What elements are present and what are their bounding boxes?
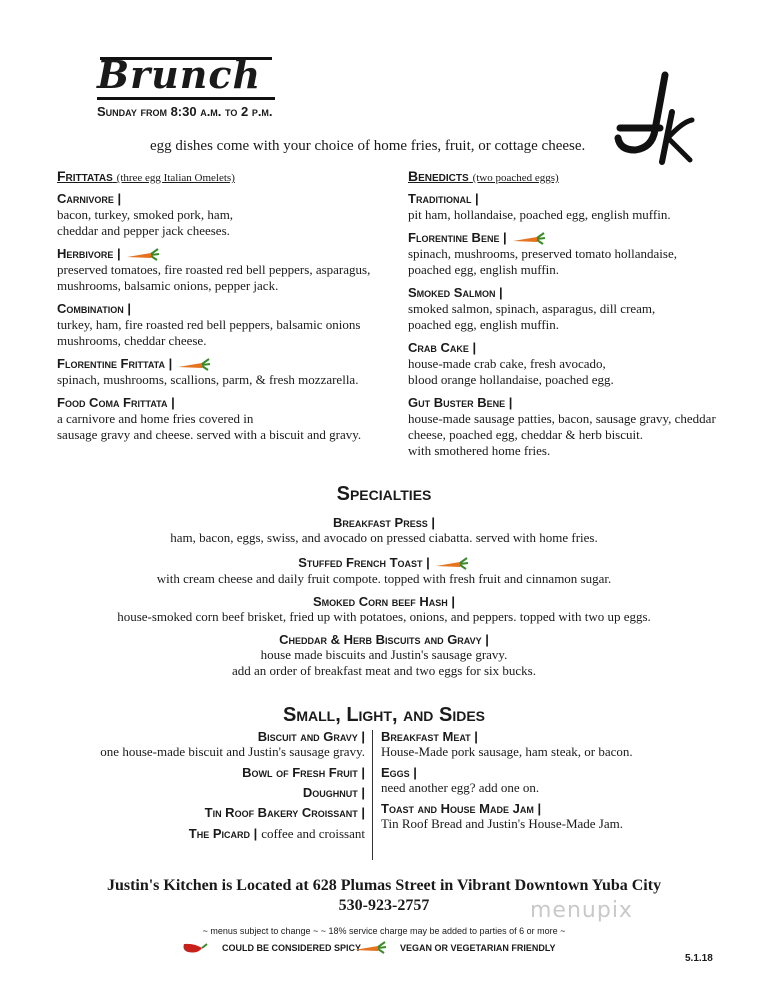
side-item-doughnut	[60, 785, 365, 800]
specialty-stuffed-french-toast	[0, 555, 768, 587]
item-name: Smoked Salmon |	[408, 285, 503, 300]
item-name	[57, 355, 387, 372]
legend-veg	[352, 938, 556, 958]
menu-item-smoked-salmon	[408, 284, 758, 333]
menu-item-herbivore	[57, 245, 387, 294]
item-name-text: Florentine Bene |	[408, 230, 507, 245]
item-desc: a carnivore and home fries covered in	[57, 411, 254, 426]
item-desc: poached egg, english muffin.	[408, 262, 560, 277]
item-name: Bowl of Fresh Fruit |	[242, 765, 365, 780]
legend-spicy-text: COULD BE CONSIDERED SPICY	[222, 943, 362, 953]
item-name: Cheddar & Herb Biscuits and Gravy |	[279, 632, 489, 647]
item-desc: spinach, mushrooms, scallions, parm, & fresh mozzarella.	[57, 372, 359, 387]
menu-item-combination	[57, 300, 387, 349]
title-underline	[97, 97, 275, 100]
item-desc: mushrooms, balsamic onions, pepper jack.	[57, 278, 279, 293]
side-item-fresh-fruit	[60, 765, 365, 780]
item-name: Carnivore |	[57, 191, 122, 206]
item-desc: preserved tomatoes, fire roasted red bell peppers, asparagus,	[57, 262, 371, 277]
item-name: Smoked Corn beef Hash |	[312, 594, 456, 609]
chili-pepper-icon	[180, 940, 210, 956]
side-item-biscuit-gravy	[60, 729, 365, 760]
item-desc: smoked salmon, spinach, asparagus, dill cream,	[408, 301, 656, 316]
item-desc: one house-made biscuit and Justin's sausage gravy.	[100, 744, 365, 759]
item-desc: Tin Roof Bread and Justin's House-Made Jam.	[381, 816, 623, 831]
item-desc: add an order of breakfast meat and two eggs for six bucks.	[232, 663, 536, 678]
item-desc: ham, bacon, eggs, swiss, and avocado on pressed ciabatta. served with home fries.	[170, 530, 598, 545]
menu-item-carnivore	[57, 190, 387, 239]
frittatas-heading-text: Frittatas	[57, 168, 113, 184]
item-desc: pit ham, hollandaise, poached egg, english muffin.	[408, 207, 671, 222]
sides-divider	[372, 730, 373, 860]
item-name: Gut Buster Bene |	[408, 395, 513, 410]
menu-item-food-coma	[57, 394, 387, 443]
carrot-icon	[511, 232, 547, 246]
item-desc: sausage gravy and cheese. served with a biscuit and gravy.	[57, 427, 362, 442]
item-desc: poached egg, english muffin.	[408, 317, 560, 332]
side-item-toast-jam	[381, 801, 721, 832]
item-desc: spinach, mushrooms, preserved tomato hollandaise,	[408, 246, 677, 261]
item-name: The Picard |	[188, 826, 258, 841]
specialties-heading: Specialties	[336, 483, 432, 505]
legend-spicy	[180, 938, 361, 958]
item-name: Food Coma Frittata |	[57, 395, 175, 410]
menu-item-gut-buster	[408, 394, 758, 459]
item-name: Eggs |	[381, 765, 417, 780]
item-desc: mushrooms, cheddar cheese.	[57, 333, 207, 348]
item-name: Combination |	[57, 301, 131, 316]
carrot-icon	[434, 557, 470, 571]
item-name: Crab Cake |	[408, 340, 477, 355]
item-name: Breakfast Press |	[333, 515, 435, 530]
item-desc: house made biscuits and Justin's sausage gravy.	[260, 647, 508, 662]
item-name: Breakfast Meat |	[381, 729, 478, 744]
phone-number: 530-923-2757	[338, 897, 430, 914]
benedicts-note: (two poached eggs)	[472, 172, 559, 184]
jk-logo-icon	[610, 70, 700, 170]
menu-title: Brunch	[97, 52, 262, 97]
carrot-icon	[125, 248, 161, 262]
item-desc: need another egg? add one on.	[381, 780, 540, 795]
item-desc: bacon, turkey, smoked pork, ham,	[57, 207, 234, 222]
item-desc: blood orange hollandaise, poached egg.	[408, 372, 614, 387]
item-desc: coffee and croissant	[261, 826, 365, 841]
side-item-croissant	[60, 805, 365, 820]
item-desc: cheese, poached egg, cheddar & herb biscuit.	[408, 427, 643, 442]
sides-left-column	[60, 729, 365, 848]
item-desc: house-smoked corn beef brisket, fried up with potatoes, onions, and peppers. topped with two up eggs.	[117, 609, 651, 624]
specialty-corn-beef-hash	[0, 594, 768, 625]
item-name	[0, 555, 768, 571]
specialty-biscuits-gravy	[0, 632, 768, 679]
item-name-text: Stuffed French Toast |	[298, 555, 430, 570]
location-text: Justin's Kitchen is Located at 628 Plumas Street in Vibrant Downtown Yuba City	[106, 877, 662, 894]
item-desc: house-made sausage patties, bacon, sausage gravy, cheddar	[408, 411, 716, 426]
item-name-text: Herbivore |	[57, 246, 121, 261]
intro-text: egg dishes come with your choice of home fries, fruit, or cottage cheese.	[150, 138, 586, 154]
item-desc: house-made crab cake, fresh avocado,	[408, 356, 606, 371]
benedicts-heading-text: Benedicts	[408, 168, 469, 184]
benedicts-heading	[408, 168, 758, 184]
frittatas-section	[57, 168, 387, 443]
item-name-text: Florentine Frittata |	[57, 356, 173, 371]
item-name: Toast and House Made Jam |	[381, 801, 542, 816]
carrot-icon	[352, 941, 388, 955]
item-desc: House-Made pork sausage, ham steak, or bacon.	[381, 744, 633, 759]
side-item-picard	[60, 825, 365, 843]
item-name: Biscuit and Gravy |	[257, 729, 365, 744]
frittatas-heading	[57, 168, 387, 184]
menu-item-crab-cake	[408, 339, 758, 388]
side-item-breakfast-meat	[381, 729, 721, 760]
sides-heading: Small, Light, and Sides	[282, 704, 485, 726]
disclaimer-text: ~ menus subject to change ~ ~ 18% service charge may be added to parties of 6 or more ~	[202, 926, 566, 936]
item-desc: with cream cheese and daily fruit compote. topped with fresh fruit and cinnamon sugar.	[156, 570, 612, 586]
legend-veg-text: VEGAN OR VEGETARIAN FRIENDLY	[400, 943, 556, 953]
item-name: Doughnut |	[302, 785, 365, 800]
menu-date: 5.1.18	[685, 953, 713, 964]
item-name	[408, 229, 758, 246]
benedicts-section	[408, 168, 758, 459]
frittatas-note: (three egg Italian Omelets)	[116, 172, 235, 184]
item-desc: with smothered home fries.	[408, 443, 551, 458]
carrot-icon	[176, 358, 212, 372]
item-name: Tin Roof Bakery Croissant |	[204, 805, 365, 820]
hours-text: Sunday from 8:30 a.m. to 2 p.m.	[97, 104, 273, 119]
item-desc: turkey, ham, fire roasted red bell peppers, balsamic onions	[57, 317, 361, 332]
item-name	[57, 245, 387, 262]
specialty-breakfast-press	[0, 515, 768, 546]
item-name: Traditional |	[408, 191, 479, 206]
item-desc: cheddar and pepper jack cheeses.	[57, 223, 230, 238]
menu-item-florentine-bene	[408, 229, 758, 278]
sides-right-column	[381, 729, 721, 837]
watermark-text: menupix	[530, 898, 633, 923]
menu-item-traditional	[408, 190, 758, 223]
menu-item-florentine-frittata	[57, 355, 387, 388]
side-item-eggs	[381, 765, 721, 796]
